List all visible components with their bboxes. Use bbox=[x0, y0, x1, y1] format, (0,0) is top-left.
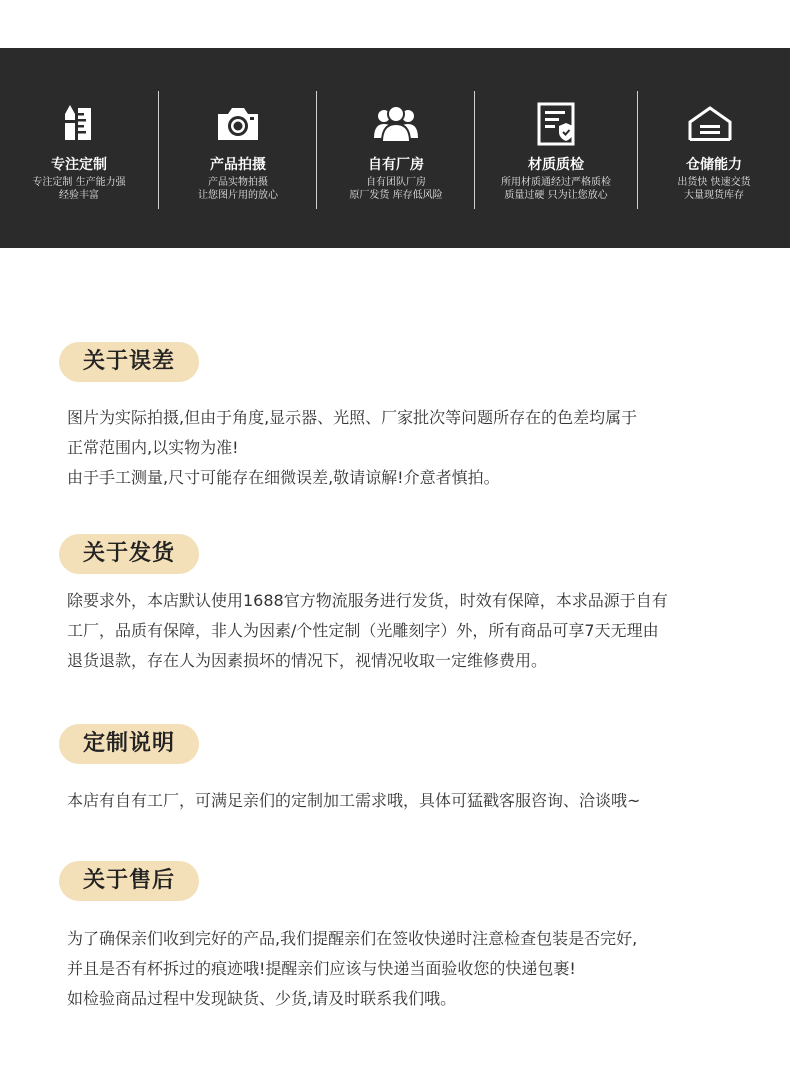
feature-warehouse bbox=[638, 48, 790, 248]
feature-title: 材质质检 bbox=[528, 157, 584, 173]
feature-title: 自有厂房 bbox=[368, 157, 424, 173]
features-banner bbox=[0, 48, 790, 248]
section-title-after-sales: 关于售后 bbox=[59, 861, 199, 901]
feature-desc: 产品实物拍摄 让您图片用的放心 bbox=[198, 177, 278, 201]
feature-title: 产品拍摄 bbox=[210, 157, 266, 173]
section-text-error: 图片为实际拍摄,但由于角度,显示器、光照、厂家批次等问题所存在的色差均属于 正常范围内,以实物为准! 由于手工测量,尺寸可能存在细微误差,敬请谅解!介意者慎拍。 bbox=[67, 408, 638, 487]
section-title-shipping: 关于发货 bbox=[59, 534, 199, 574]
feature-desc: 专注定制 生产能力强 经验丰富 bbox=[32, 177, 126, 201]
feature-quality bbox=[475, 48, 637, 248]
feature-title: 专注定制 bbox=[51, 157, 107, 173]
section-text-custom: 本店有自有工厂，可满足亲们的定制加工需求哦，具体可猛戳客服咨询、洽谈哦~ bbox=[67, 791, 641, 810]
quality-document-icon bbox=[532, 100, 580, 148]
pencil-ruler-icon bbox=[55, 100, 103, 148]
feature-desc: 所用材质通经过严格质检 质量过硬 只为让您放心 bbox=[501, 177, 611, 201]
feature-title: 仓储能力 bbox=[686, 157, 742, 173]
camera-icon bbox=[214, 100, 262, 148]
team-icon bbox=[372, 100, 420, 148]
feature-custom bbox=[0, 48, 158, 248]
feature-desc: 出货快 快速交货 大量现货库存 bbox=[677, 177, 751, 201]
section-text-shipping: 除要求外，本店默认使用1688官方物流服务进行发货，时效有保障，本求品源于自有 工厂，品质有保障，非人为因素/个性定制（光雕刻字）外，所有商品可享7天无理由 退货退款，存在人为因素损坏的情况下，视情况收取一定维修费用。 bbox=[67, 591, 668, 670]
warehouse-icon bbox=[686, 100, 734, 148]
section-text-after-sales: 为了确保亲们收到完好的产品,我们提醒亲们在签收快递时注意检查包装是否完好, 并且是否有杯拆过的痕迹哦!提醒亲们应该与快递当面验收您的快递包裹! 如检验商品过程中发现缺货、少货,请及时联系我们哦。 bbox=[67, 929, 638, 1008]
feature-desc: 自有团队厂房 原厂发货 库存低风险 bbox=[349, 177, 443, 201]
section-title-custom: 定制说明 bbox=[59, 724, 199, 764]
section-title-error: 关于误差 bbox=[59, 342, 199, 382]
feature-photography bbox=[159, 48, 317, 248]
feature-factory bbox=[317, 48, 475, 248]
